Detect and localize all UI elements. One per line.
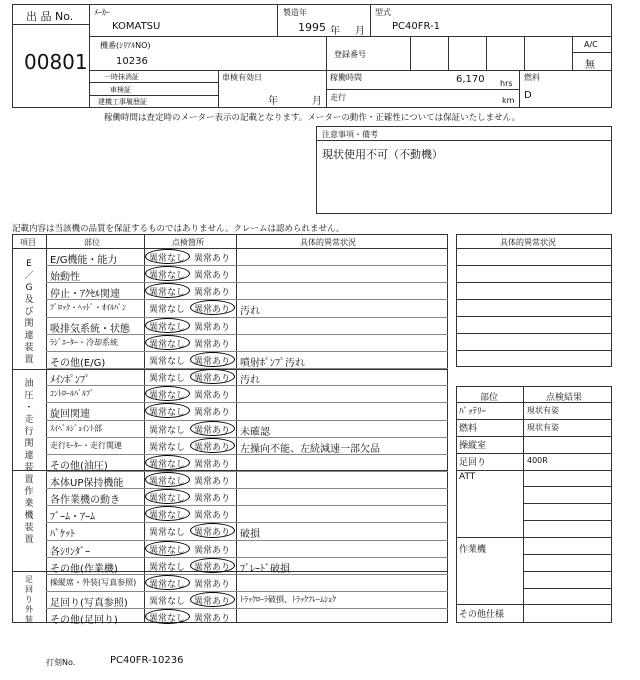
check-ng[interactable]: 異常あり (194, 408, 231, 419)
row-detail: ﾄﾗｯｸﾛｰﾗ破損、ﾄﾗｯｸﾌﾚｰﾑｼｮｸ (240, 595, 336, 604)
hours-label: 稼働時間 (330, 73, 362, 82)
lot-number: 00801 (24, 50, 88, 74)
col-header-detail: 具体的異常状況 (300, 238, 356, 247)
check-ok[interactable]: 異常なし (149, 391, 186, 402)
check-ok[interactable]: 異常なし (149, 374, 186, 385)
other-spec-label: その他仕様 (459, 610, 505, 620)
check-ok[interactable]: 異常なし (149, 528, 186, 539)
quality-disclaimer: 記載内容は当該機の品質を保証するものではありません。クレームは認められません。 (12, 224, 345, 234)
construction-history-label: 建機工事履歴証 (98, 98, 147, 106)
stamp-label: 打刻No. (46, 658, 76, 667)
maker-label: ﾒｰｶｰ (94, 8, 110, 17)
row-detail: 未確認 (240, 426, 270, 438)
check-ok[interactable]: 異常なし (149, 476, 186, 487)
row-part: その他(E/G) (50, 357, 106, 369)
inspection-year-unit: 年 (268, 96, 278, 107)
remarks-label: 注意事項・備考 (322, 130, 378, 139)
result-part: 足回り (459, 458, 487, 468)
check-ng[interactable]: 異常あり (194, 511, 231, 522)
result-header-value: 点検結果 (546, 393, 583, 403)
check-ng[interactable]: 異常あり (194, 322, 231, 333)
check-circle (190, 592, 235, 607)
check-ng[interactable]: 異常あり (194, 459, 231, 470)
check-ng[interactable]: 異常あり (194, 271, 231, 282)
check-circle (145, 489, 190, 504)
check-ok[interactable]: 異常なし (149, 408, 186, 419)
check-circle (145, 455, 190, 470)
col-header-category: 項目 (20, 238, 36, 247)
inspection-month-unit: 月 (312, 96, 322, 107)
check-ok[interactable]: 異常なし (149, 271, 186, 282)
serial-value: 10236 (116, 56, 148, 67)
check-ok[interactable]: 異常なし (149, 288, 186, 299)
check-circle (190, 352, 235, 367)
check-ng[interactable]: 異常あり (194, 545, 231, 556)
row-part: ﾌﾞﾛｯｸ・ﾍｯﾄﾞ・ｵｲﾙﾊﾟﾝ (50, 303, 126, 313)
group-work-equipment: 作 業 機 装 置 (24, 487, 34, 545)
row-detail: 噴射ﾎﾟﾝﾌﾟ汚れ (240, 357, 305, 369)
result-value: 現状有姿 (527, 423, 559, 432)
km-unit: km (502, 96, 515, 105)
check-ok[interactable]: 異常なし (149, 356, 186, 367)
check-ng[interactable]: 異常あり (194, 562, 231, 573)
row-part: 足回り(写真参照) (50, 598, 128, 609)
check-ok[interactable]: 異常なし (149, 254, 186, 264)
check-ok[interactable]: 異常なし (149, 511, 186, 522)
inspection-valid-label: 車検有効日 (222, 73, 262, 82)
group-undercarriage: 足 回 り 外 装 (25, 575, 33, 624)
temp-cancel-label: 一時抹消証 (104, 73, 139, 81)
check-ok[interactable]: 異常なし (149, 425, 186, 436)
ac-label: A/C (584, 40, 598, 49)
row-part: 本体UP保持機能 (50, 477, 124, 489)
row-part: ｽｲﾍﾞﾙｼﾞｮｲﾝﾄ部 (50, 423, 102, 433)
row-part: ﾗｼﾞｴｰﾀｰ・冷却系統 (50, 337, 118, 347)
check-ok[interactable]: 異常なし (149, 442, 186, 453)
serial-label: 機番(ｼﾘｱﾙNO) (100, 41, 151, 50)
check-ok[interactable]: 異常なし (149, 322, 186, 333)
inspection-cert-label: 車検証 (110, 86, 131, 94)
row-part: その他(足回り) (50, 615, 118, 627)
check-ng[interactable]: 異常あり (194, 356, 231, 367)
fuel-value: D (524, 90, 532, 101)
month-unit: 月 (355, 26, 365, 37)
row-detail: 左操向不能、左続減速一部欠品 (240, 443, 380, 455)
result-part: ﾊﾞｯﾃﾘｰ (459, 407, 487, 417)
row-part: ﾒｲﾝﾎﾟﾝﾌﾟ (50, 375, 90, 387)
check-ok[interactable]: 異常なし (149, 614, 186, 625)
year-value: 1995 (298, 21, 326, 34)
check-ng[interactable]: 異常あり (194, 288, 231, 299)
check-ng[interactable]: 異常あり (194, 528, 231, 539)
year-label: 製造年 (283, 8, 307, 17)
check-circle (190, 369, 235, 384)
right-detail-header: 具体的異常状況 (500, 238, 556, 247)
check-ok[interactable]: 異常なし (149, 339, 186, 350)
check-circle (145, 249, 190, 264)
check-ok[interactable]: 異常なし (149, 562, 186, 573)
row-part: その他(作業機) (50, 563, 118, 575)
check-circle (145, 575, 190, 590)
row-detail: 破損 (240, 529, 260, 541)
check-ng[interactable]: 異常あり (194, 614, 231, 625)
check-ng[interactable]: 異常あり (194, 579, 231, 590)
check-circle (145, 541, 190, 556)
hours-unit: hrs (500, 79, 513, 88)
result-header-part: 部位 (480, 393, 499, 403)
model-label: 型式 (375, 8, 391, 17)
col-header-check: 点検箇所 (172, 238, 204, 247)
lot-label: 出 品 No. (26, 10, 74, 23)
row-part: 走行ﾓｰﾀｰ・走行関連 (50, 440, 122, 450)
work-equipment-label: 作業機 (459, 545, 487, 555)
result-value: 400R (527, 456, 548, 465)
check-circle (145, 335, 190, 350)
check-ng[interactable]: 異常あり (194, 374, 231, 385)
ac-value: 無 (585, 60, 595, 71)
check-ok[interactable]: 異常なし (149, 597, 186, 607)
check-ng[interactable]: 異常あり (194, 305, 231, 316)
check-ng[interactable]: 異常あり (194, 442, 231, 453)
check-circle (190, 558, 235, 573)
right-detail-box (456, 234, 612, 367)
hours-value: 6,170 (456, 74, 485, 85)
maker-value: KOMATSU (112, 21, 161, 32)
row-part: 始動性 (50, 272, 80, 284)
check-circle (145, 318, 190, 333)
year-unit: 年 (330, 26, 340, 37)
row-part: 各作業機の動き (50, 495, 120, 507)
row-part: ﾌﾞｰﾑ・ｱｰﾑ (50, 512, 95, 524)
row-detail: ﾌﾞﾚｰﾄﾞ破損 (240, 563, 290, 575)
registration-label: 登録番号 (334, 50, 366, 59)
group-hydraulic: 油 圧 ・ 走 行 関 連 装 置 (24, 379, 34, 485)
hours-disclaimer: 稼働時間は査定時のメーター表示の記載となります。メーターの動作・正確性については保証いたしません。 (104, 113, 521, 123)
row-part: その他(油圧) (50, 460, 108, 472)
check-ng[interactable]: 異常あり (194, 476, 231, 487)
row-part: 各ｼﾘﾝﾀﾞｰ (50, 546, 90, 558)
row-part: E/G機能・能力 (50, 255, 118, 266)
col-header-part: 部位 (84, 238, 100, 247)
att-label: ATT (459, 472, 476, 482)
check-circle (190, 438, 235, 453)
check-ng[interactable]: 異常あり (194, 494, 231, 505)
check-ng[interactable]: 異常あり (194, 391, 231, 402)
km-label: 走行 (330, 93, 346, 102)
row-detail: 汚れ (240, 306, 260, 318)
check-ng[interactable]: 異常あり (194, 254, 231, 264)
result-part: 操縦室 (459, 441, 487, 451)
row-part: ｺﾝﾄﾛｰﾙﾊﾞﾙﾌﾞ (50, 389, 94, 399)
row-part: 停止・ｱｸｾﾙ関連 (50, 289, 120, 301)
row-part: ﾊﾞｹｯﾄ (50, 529, 75, 541)
result-part: 燃料 (459, 424, 478, 434)
remarks-text: 現状使用不可（不動機） (322, 148, 443, 161)
row-part: 吸排気系統・状態 (50, 323, 130, 335)
check-ok[interactable]: 異常なし (149, 579, 186, 590)
check-circle (145, 472, 190, 487)
check-ok[interactable]: 異常なし (149, 494, 186, 505)
check-ok[interactable]: 異常なし (149, 305, 186, 316)
row-part: 旋回関連 (50, 409, 90, 421)
check-circle (190, 421, 235, 436)
check-ng[interactable]: 異常あり (194, 339, 231, 350)
row-part: 操縦席・外装(写真参照) (50, 577, 137, 587)
result-value: 現状有姿 (527, 406, 559, 415)
fuel-label: 燃料 (524, 73, 540, 82)
check-ng[interactable]: 異常あり (194, 425, 231, 436)
check-ok[interactable]: 異常なし (149, 545, 186, 556)
check-ng[interactable]: 異常あり (194, 597, 231, 607)
model-value: PC40FR-1 (392, 21, 441, 32)
row-detail: 汚れ (240, 375, 260, 387)
stamp-value: PC40FR-10236 (110, 655, 184, 666)
check-ok[interactable]: 異常なし (149, 459, 186, 470)
group-engine: E ／ G 及 び 関 連 装 置 (24, 259, 34, 365)
